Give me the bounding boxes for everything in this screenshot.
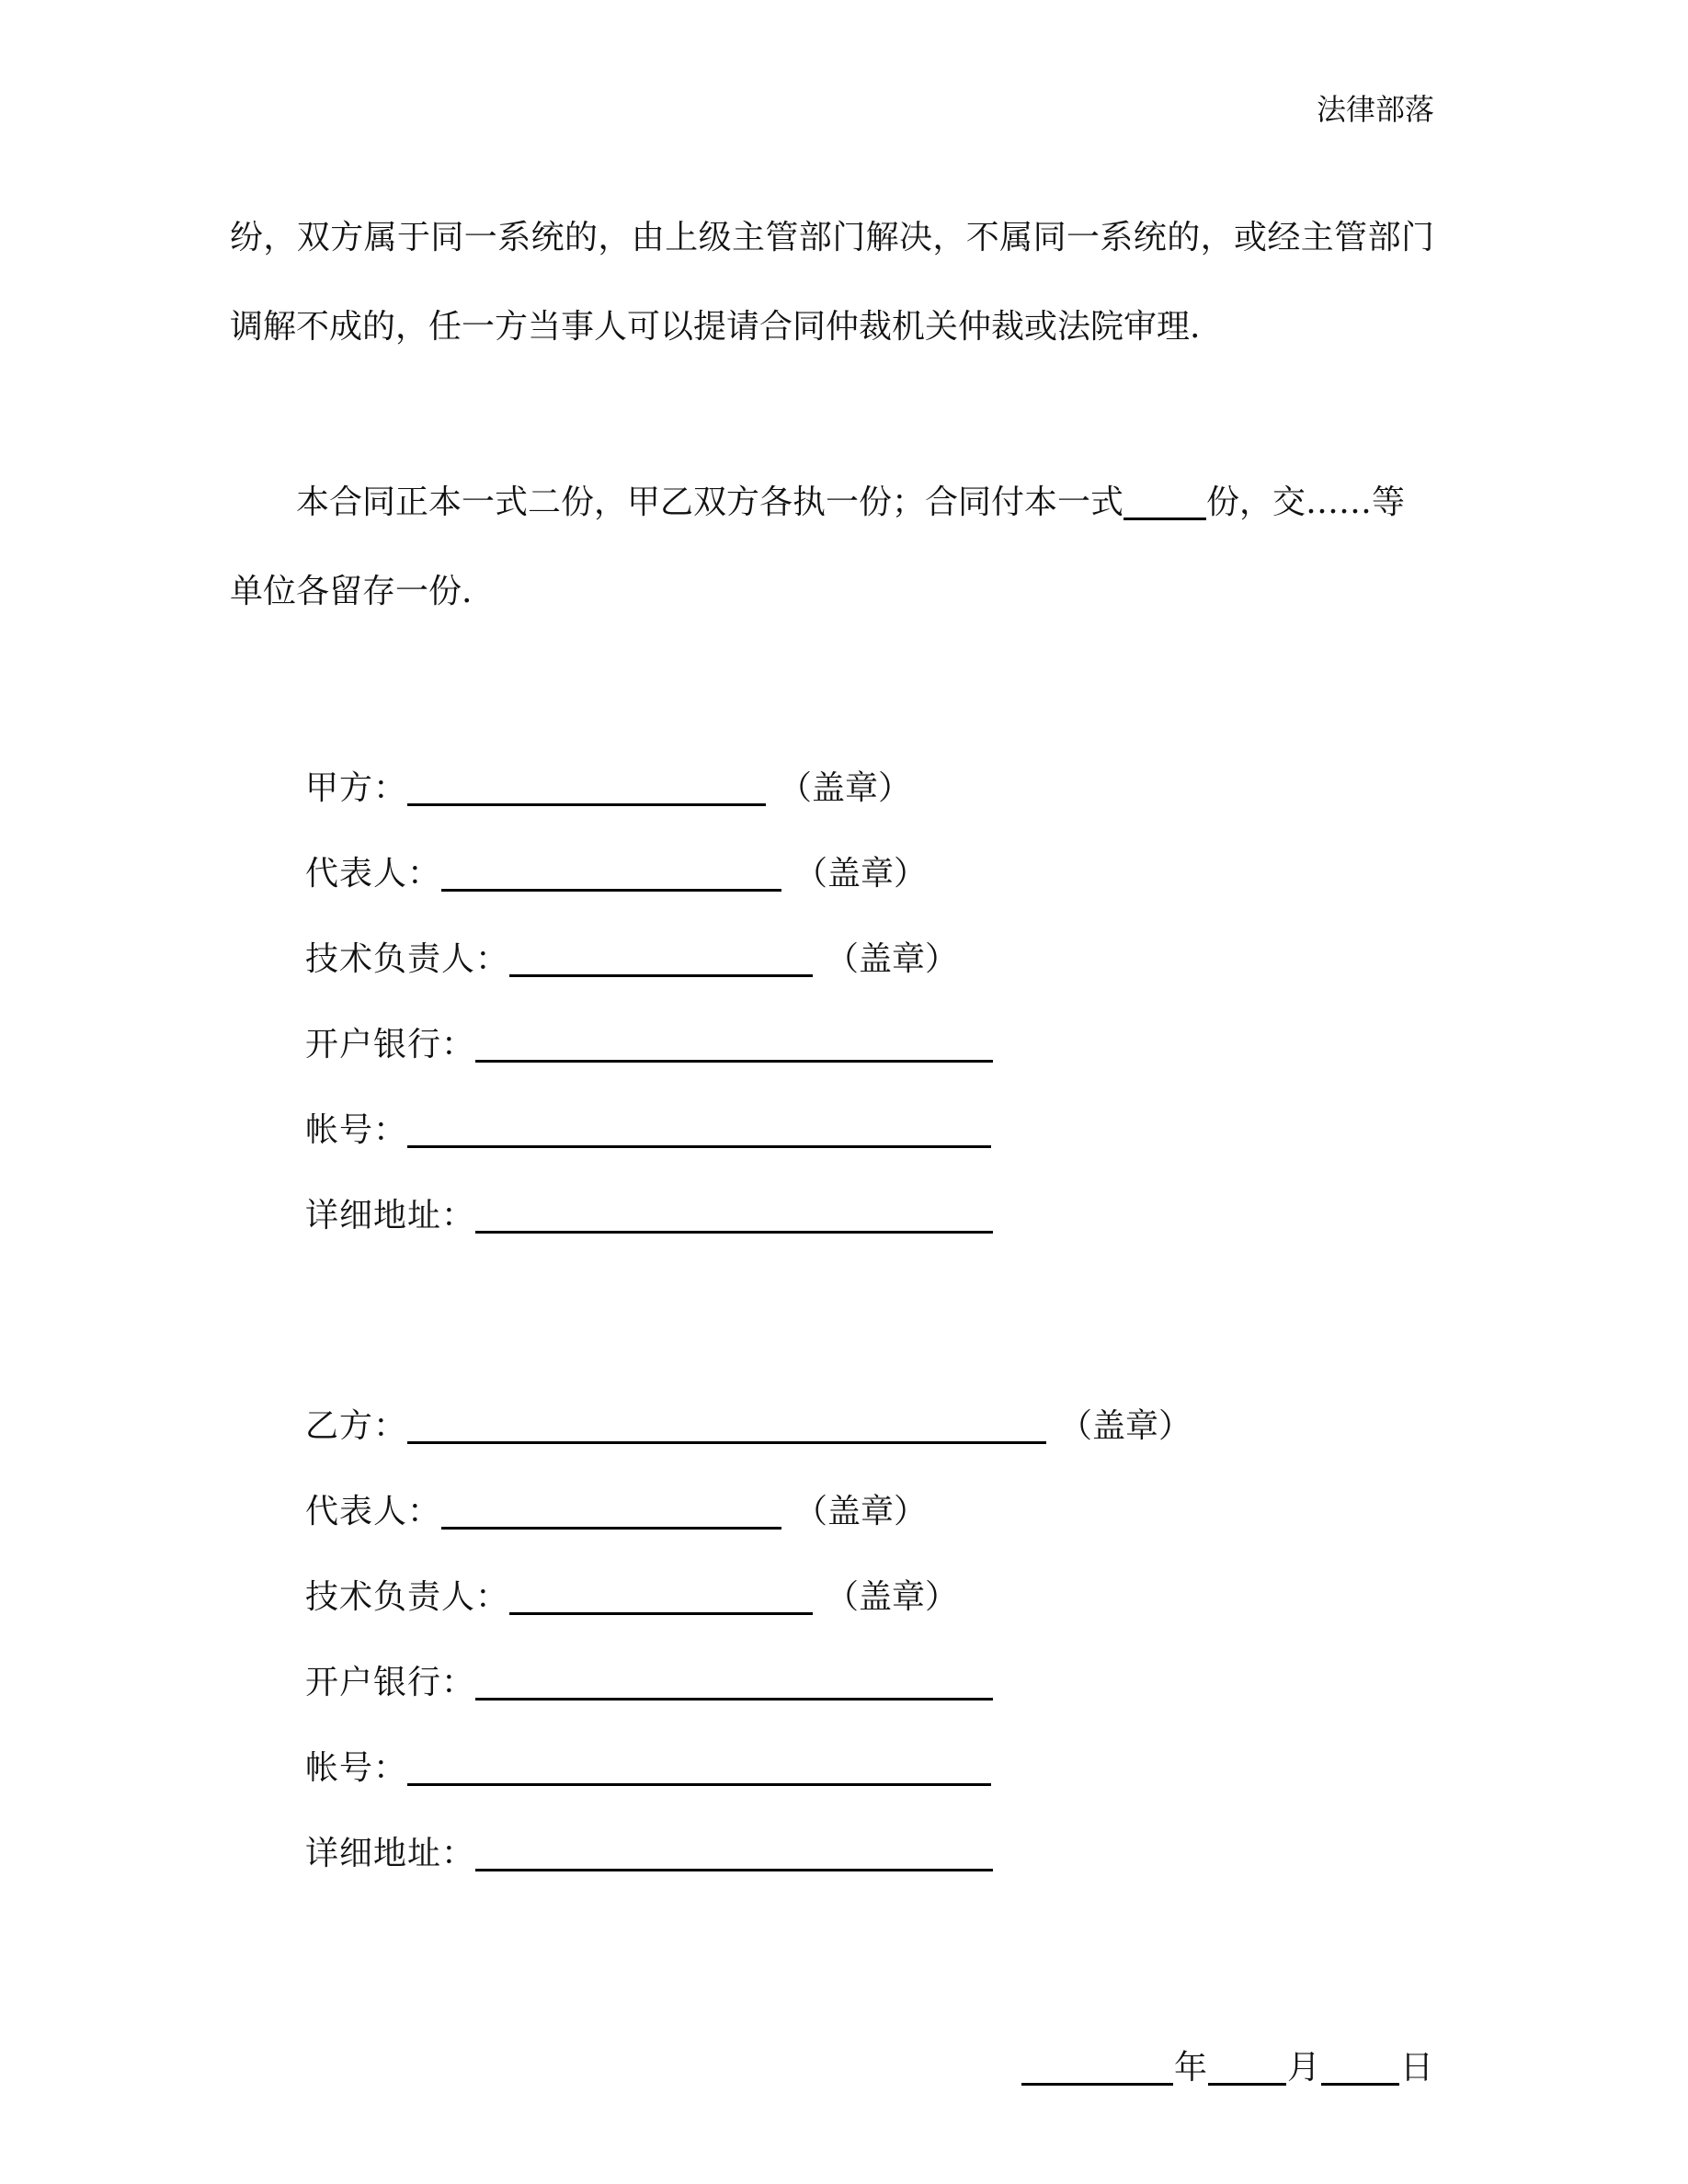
party-b-representative-blank (441, 1523, 781, 1530)
party-a-name-row (230, 769, 1434, 858)
party-a-bank-label: 开户银行： (305, 1026, 476, 1064)
paragraph-line: 单位各留存一份. (230, 573, 473, 611)
date-blank (1321, 2079, 1399, 2086)
party-a-name-blank (407, 800, 766, 806)
party-a-account-blank (407, 1142, 991, 1148)
party-b-bank-blank (475, 1694, 993, 1701)
party-b-signature-block (230, 1407, 1434, 1923)
party-b-account-label: 帐号： (305, 1749, 408, 1788)
site-watermark: 法律部落 (1316, 92, 1434, 127)
party-b-tech-lead-blank (509, 1609, 813, 1615)
party-a-signature-block (230, 769, 1434, 1285)
party-a-address-label: 详细地址： (305, 1197, 476, 1235)
party-a-tech-lead-blank (509, 971, 813, 977)
party-a-representative-blank (441, 885, 781, 892)
party-a-tech-lead-label: 技术负责人： (305, 940, 510, 979)
dispute-clause-paragraph (230, 193, 1434, 371)
date-blank (1208, 2079, 1286, 2086)
party-b-tech-lead-row (230, 1578, 1434, 1666)
party-a-tech-lead-row (230, 940, 1434, 1029)
seal-note: （盖章） (794, 855, 928, 893)
seal-note: （盖章） (794, 1493, 928, 1531)
party-b-bank-row (230, 1666, 1434, 1752)
date-line (230, 2049, 1434, 2087)
party-b-address-blank (475, 1865, 993, 1871)
seal-note: （盖章） (1059, 1407, 1192, 1446)
party-b-bank-label: 开户银行： (305, 1664, 476, 1702)
party-a-name-label: 甲方： (305, 769, 408, 808)
seal-note: （盖章） (826, 940, 959, 979)
party-a-address-blank (475, 1227, 993, 1234)
seal-note: （盖章） (779, 769, 912, 808)
party-b-tech-lead-label: 技术负责人： (305, 1578, 510, 1617)
party-a-account-row (230, 1111, 1434, 1200)
party-b-name-row (230, 1407, 1434, 1496)
party-b-name-label: 乙方： (305, 1407, 408, 1446)
party-b-representative-row (230, 1493, 1434, 1581)
page-content (230, 0, 1434, 2086)
party-a-address-row (230, 1197, 1434, 1285)
party-b-account-blank (407, 1780, 991, 1786)
date-unit-label: 月 (1286, 2049, 1320, 2087)
party-a-bank-row (230, 1026, 1434, 1114)
party-b-name-blank (407, 1438, 1046, 1444)
date-unit-label: 日 (1399, 2049, 1433, 2087)
copies-count-blank (1123, 514, 1206, 520)
party-b-address-label: 详细地址： (305, 1835, 476, 1873)
date-blank (1021, 2079, 1173, 2086)
copies-text-before-blank: 本合同正本一式二份，甲乙双方各执一份；合同付本一式 (296, 483, 1124, 522)
copies-text-after-blank: 份，交……等 (1206, 483, 1406, 522)
party-a-representative-label: 代表人： (305, 855, 442, 893)
party-b-representative-label: 代表人： (305, 1493, 442, 1531)
paragraph-line (230, 458, 1434, 547)
paragraph-line: 调解不成的，任一方当事人可以提请合同仲裁机关仲裁或法院审理. (230, 308, 1201, 347)
copies-clause-paragraph (230, 458, 1434, 636)
seal-note: （盖章） (826, 1578, 959, 1617)
party-a-representative-row (230, 855, 1434, 943)
party-b-address-row (230, 1837, 1434, 1923)
date-unit-label: 年 (1173, 2049, 1207, 2087)
party-a-account-label: 帐号： (305, 1111, 408, 1150)
paragraph-line: 纷，双方属于同一系统的，由上级主管部门解决，不属同一系统的，或经主管部门 (230, 219, 1434, 257)
party-b-account-row (230, 1749, 1434, 1837)
party-a-bank-blank (475, 1056, 993, 1063)
